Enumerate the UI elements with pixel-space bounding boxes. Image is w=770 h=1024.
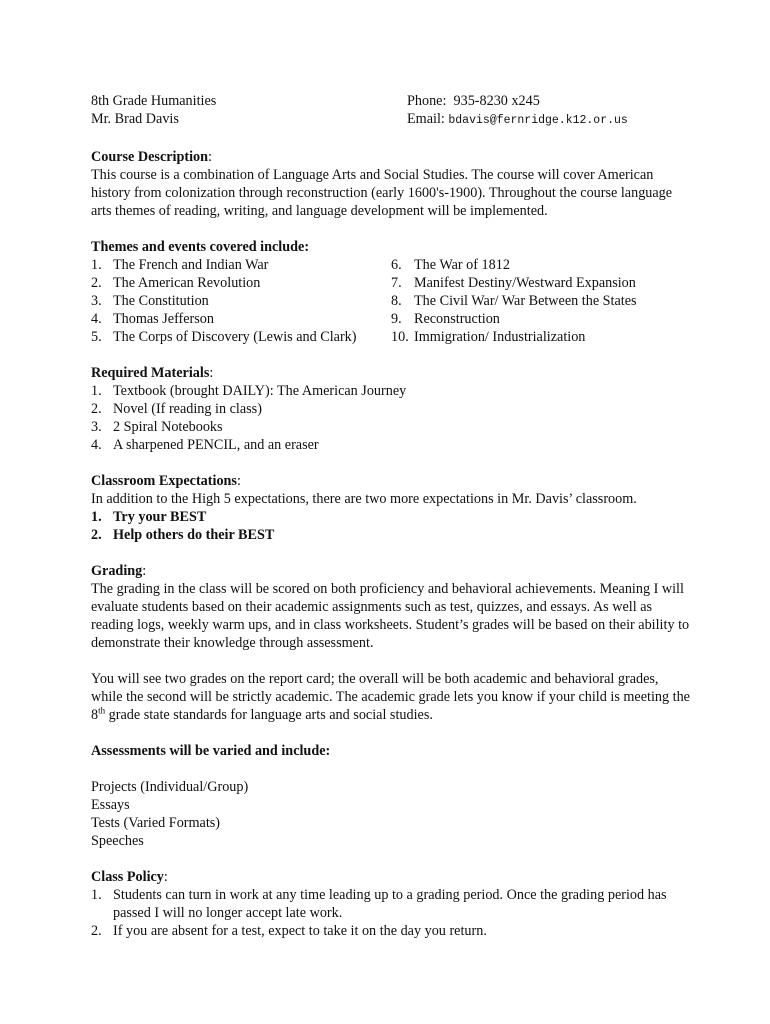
list-number: 7. [391,275,402,291]
list-number: 1. [91,509,102,525]
list-number: 10. [391,329,409,345]
list-text: Students can turn in work at any time leading up to a grading period. Once the grading period has passed I will no longer accept late work. [113,887,667,921]
expectations-section: Classroom Expectations: In addition to the High 5 expectations, there are two more expectations in Mr. Davis’ classroom. 1. Try your BEST 2. Help others do their BEST [91,472,691,544]
course-description-text: This course is a combination of Language Arts and Social Studies. The course will cover American history from colonization through reconstruction (early 1600's-1900). Throughout the course language arts themes of reading, writing, and language development will be implemented. [91,167,673,219]
list-number: 2. [91,275,102,291]
materials-heading: Required Materials [91,365,210,381]
list-item [91,256,391,274]
list-number: 1. [91,383,102,399]
course-name: 8th Grade Humanities [91,93,217,109]
list-number: 8. [391,293,402,309]
assessments-heading: Assessments will be varied and include: [91,743,331,759]
list-item [391,256,691,274]
list-text: Help others do their BEST [113,527,275,543]
themes-columns [91,256,691,346]
themes-heading: Themes and events covered include: [91,239,310,255]
list-number: 3. [91,419,102,435]
list-text: The War of 1812 [414,257,510,273]
assessments-section [91,742,691,850]
course-description-heading: Course Description [91,149,209,165]
list-item [91,292,391,310]
list-text: Reconstruction [414,311,500,327]
list-item [91,418,691,436]
phone-line [407,92,628,110]
list-item [91,922,691,940]
list-text: Thomas Jefferson [113,311,214,327]
list-text: The American Revolution [113,275,261,291]
grading-heading: Grading [91,563,143,579]
list-number: 2. [91,527,102,543]
header-right [407,92,628,130]
themes-column-1 [91,256,391,346]
teacher-name: Mr. Brad Davis [91,111,179,127]
course-description-section: Course Description: This course is a combination of Language Arts and Social Studies. The course will cover American history from colonization through reconstruction (early 1600's-1900). Throughout the course language arts themes of reading, writing, and language development will be implemented. [91,148,691,220]
grading-paragraph-2-text: You will see two grades on the report card; the overall will be both academic and behavioral grades, while the second will be strictly academic. The academic grade lets you know if your child is meeting the 8 [91,671,690,723]
list-text: The Constitution [113,293,209,309]
grading-section: Grading: The grading in the class will be scored on both proficiency and behavioral achievements. Meaning I will evaluate students based on their academic assignments such as test, quizzes, and essays. As well as reading logs, weekly warm ups, and in class worksheets. Student’s grades will be based on their ability to demonstrate their knowledge through assessment. You will see two grades on the report card; the overall will be both academic and behavioral grades, while the second will be strictly academic. The academic grade lets you know if your child is meeting the 8th grade state standards for language arts and social studies. [91,563,690,723]
themes-column-2 [391,256,691,346]
list-item [391,328,691,346]
email-line [407,110,628,130]
assessments-list [91,778,691,850]
list-number: 4. [91,311,102,327]
phone-label: Phone: [407,93,447,109]
list-number: 2. [91,923,102,939]
email-link[interactable]: bdavis@fernridge.k12.or.us [448,114,628,127]
list-text: Immigration/ Industrialization [414,329,586,345]
list-item [91,526,691,544]
list-item [91,382,691,400]
list-item [391,274,691,292]
grading-paragraph-2-end: grade state standards for language arts and social studies. [105,707,433,723]
header-left [91,92,407,130]
class-policy-heading: Class Policy [91,869,164,885]
list-text: The Civil War/ War Between the States [414,293,637,309]
class-policy-section: Class Policy: 1. Students can turn in work at any time leading up to a grading period. Once the grading period has passed I will no longer accept late work. 2. If you are absent for a test, expect to take it on the day you return. [91,868,691,940]
materials-section: Required Materials: 1. Textbook (brought DAILY): The American Journey 2. Novel (If reading in class) 3. 2 Spiral Notebooks 4. A sharpened PENCIL, and an eraser [91,364,691,454]
list-number: 1. [91,887,102,903]
list-item [91,328,391,346]
email-label: Email: [407,111,445,127]
list-item: Projects (Individual/Group) [91,779,249,795]
list-number: 2. [91,401,102,417]
list-number: 1. [91,257,102,273]
syllabus-page [91,92,691,940]
list-text: Manifest Destiny/Westward Expansion [414,275,636,291]
list-number: 6. [391,257,402,273]
list-item [91,310,391,328]
themes-section [91,238,691,346]
grading-paragraph-1: The grading in the class will be scored on both proficiency and behavioral achievements. Meaning I will evaluate students based on their academic assignments such as test, quizzes, and essays. As well as reading logs, weekly warm ups, and in class worksheets. Student’s grades will be based on their ability to demonstrate their knowledge through assessment. [91,581,690,651]
list-text: Textbook (brought DAILY): The American Journey [113,383,407,399]
list-item: Essays [91,797,130,813]
grading-paragraph-2 [91,670,691,724]
list-item [91,886,691,922]
list-number: 5. [91,329,102,345]
list-item [91,436,691,454]
list-number: 4. [91,437,102,453]
list-item [391,310,691,328]
list-item: Speeches [91,833,144,849]
list-text: Novel (If reading in class) [113,401,262,417]
list-text: The French and Indian War [113,257,269,273]
list-text: Try your BEST [113,509,207,525]
list-item [91,508,691,526]
list-item [391,292,691,310]
list-item [91,274,391,292]
list-item: Tests (Varied Formats) [91,815,221,831]
header [91,92,691,130]
superscript: th [98,705,106,716]
list-text: If you are absent for a test, expect to take it on the day you return. [113,923,487,939]
phone-number: 935-8230 x245 [453,93,540,109]
list-text: 2 Spiral Notebooks [113,419,223,435]
list-number: 3. [91,293,102,309]
expectations-intro: In addition to the High 5 expectations, there are two more expectations in Mr. Davis’ classroom. [91,491,637,507]
list-text: A sharpened PENCIL, and an eraser [113,437,319,453]
expectations-heading: Classroom Expectations [91,473,237,489]
list-text: The Corps of Discovery (Lewis and Clark) [113,329,357,345]
list-item [91,400,691,418]
list-number: 9. [391,311,402,327]
